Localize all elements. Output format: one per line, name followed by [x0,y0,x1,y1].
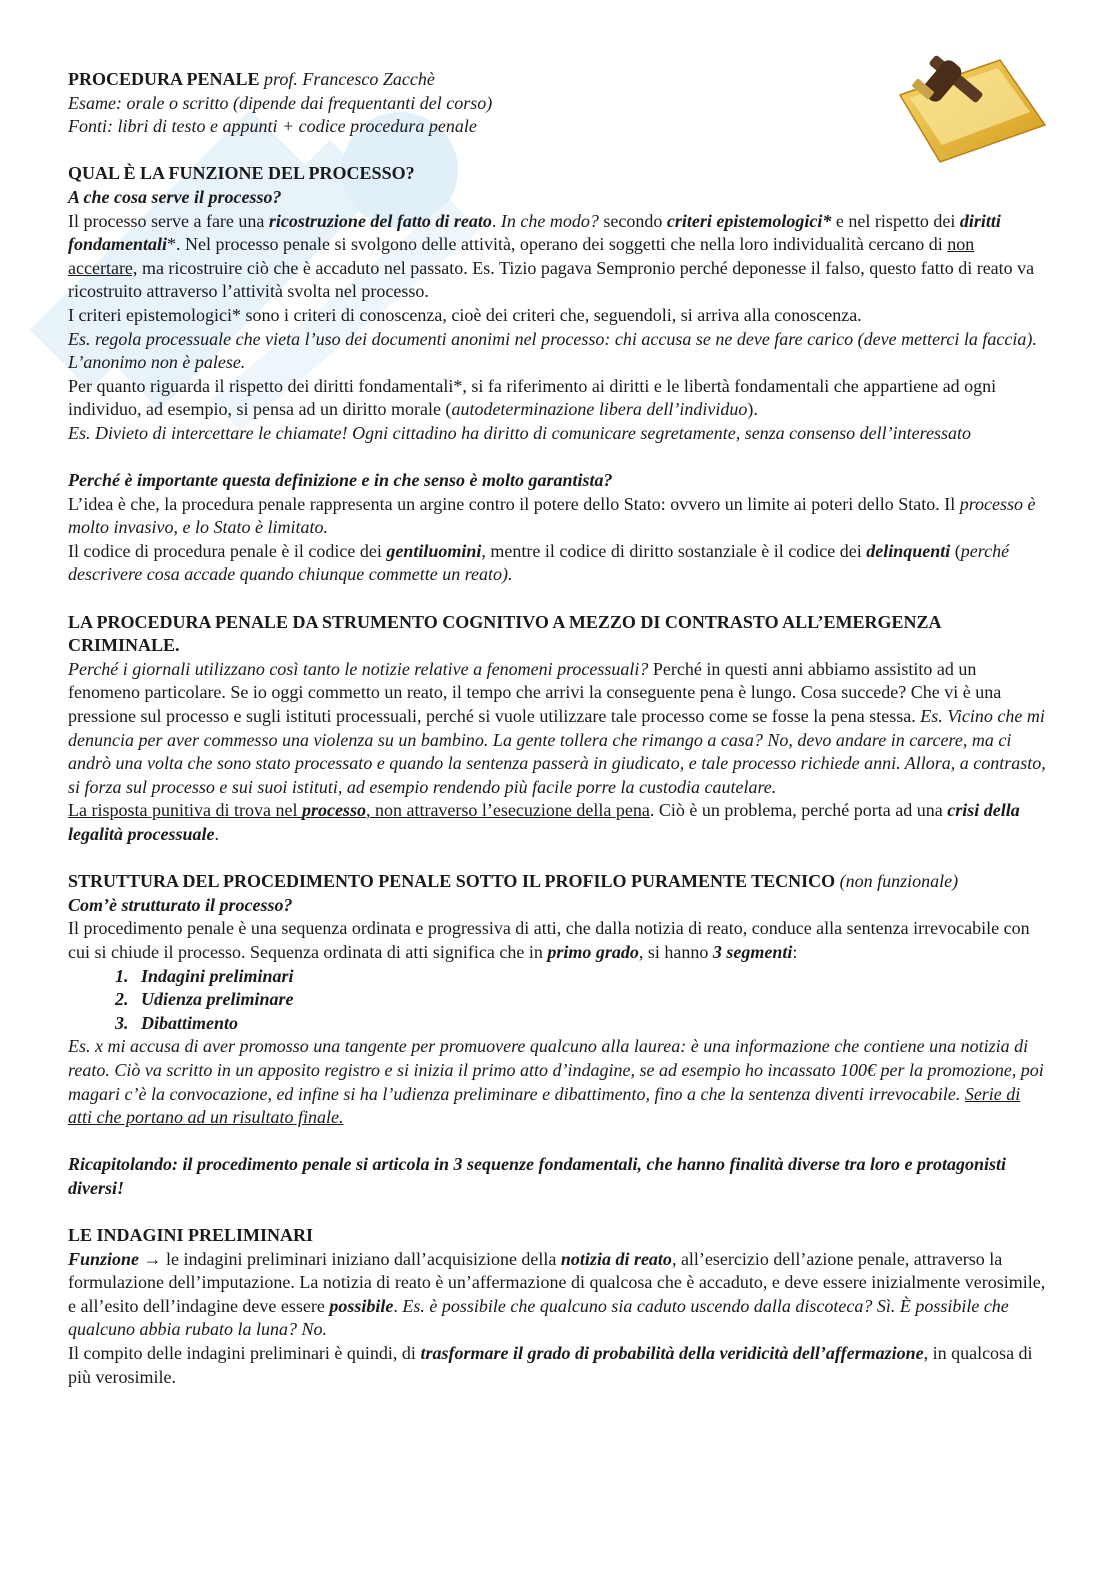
underlined-text: non accertare, [68,234,975,278]
text: secondo [598,210,667,231]
text: Il codice di procedura penale è il codice dei [68,540,387,561]
paragraph [68,1342,1048,1389]
section-heading-function: QUAL È LA FUNZIONE DEL PROCESSO? [68,163,415,184]
text: L’idea è che, la procedura penale rappresenta un argine contro il potere dello Stato: ovvero un limite ai poteri dello Stato. Il [68,493,960,514]
paragraph [68,493,1048,540]
underlined-text: La risposta punitiva di trova nel [68,800,302,821]
text: ( [950,540,961,561]
emphasis: gentiluomini [386,540,482,561]
paragraph: I criteri epistemologici* sono i criteri di conoscenza, cioè dei criteri che, seguendoli, si arriva alla conoscenza. [68,304,862,325]
text: Per quanto riguarda il rispetto dei diritti fondamentali*, si fa riferimento ai diritti e le libertà fondamentali che appartiene ad ogni individuo, ad esempio, si pensa ad un diritto morale ( [68,375,997,420]
heading-note: (non funzionale) [839,871,959,892]
text: . Ciò è un problema, perché porta ad una [649,800,948,821]
text: . [491,210,501,231]
text: Il procedimento penale è una sequenza ordinata e progressiva di atti, che dalla notizia di reato, conduce alla sentenza irrevocabile con cui si chiude il processo. Sequenza ordinata di atti significa che in [68,918,1030,962]
text: Il compito delle indagini preliminari è quindi, di [68,1343,421,1364]
text: ). [747,399,758,420]
underlined-text: Serie di atti che portano ad un risultato finale. [68,1083,1021,1128]
emphasis: ricostruzione del fatto di reato [268,210,492,231]
gavel-folder-icon [880,40,1050,165]
underlined-text: , non attraverso l’esecuzione della pena [365,800,650,821]
text: le indagini preliminari iniziano dall’acquisizione della [166,1248,561,1269]
example-paragraph: Es. regola processuale che vieta l’uso dei documenti anonimi nel processo: chi accusa se ne deve fare carico (deve metterci la faccia). L’anonimo non è palese. [68,328,1037,373]
paragraph [68,917,1048,964]
emphasis: autodeterminazione libera dell’individuo [451,399,748,420]
text: . [214,824,219,844]
emphasis: perché descrivere cosa accade quando chiunque commette un reato). [68,540,1010,585]
emphasis: crisi della legalità processuale [68,800,1020,844]
text: ma ricostruire ciò che è accaduto nel passato. Es. Tizio pagava Sempronio perché deponesse il falso, questo fatto di reato va ricostruito attraverso l’attività svolta nel processo. [68,257,1035,302]
professor-name: prof. Francesco Zacchè [264,69,435,89]
emphasis: Es. è possibile che qualcuno sia caduto uscendo dalla discoteca? Sì. È possibile che qualcuno abbia rubato la luna? No. [68,1295,1009,1340]
emphasis: trasformare il grado di probabilità della veridicità dell’affermazione [420,1343,924,1364]
section-heading-investigations: LE INDAGINI PRELIMINARI [68,1225,314,1246]
emphasis: primo grado [547,941,639,962]
section-question: A che cosa serve il processo? [68,186,282,207]
paragraph [68,540,1048,587]
paragraph [68,658,1048,800]
heading-text: STRUTTURA DEL PROCEDIMENTO PENALE SOTTO IL PROFILO PURAMENTE TECNICO [68,871,836,892]
segments-list [68,965,1048,1036]
list-item: 3. Dibattimento [133,1012,1048,1036]
text: Il processo serve a fare una [68,210,269,231]
emphasis: criteri epistemologici* [666,210,832,231]
exam-info: Esame: orale o scritto (dipende dai frequentanti del corso) [68,92,493,113]
emphasis: processo [301,800,366,821]
section-question: Perché è importante questa definizione e in che senso è molto garantista? [68,470,613,491]
paragraph [68,375,1048,422]
course-title: PROCEDURA PENALE [68,69,260,89]
section-heading-instrument: LA PROCEDURA PENALE DA STRUMENTO COGNITIVO A MEZZO DI CONTRASTO ALL’EMERGENZA CRIMINALE. [68,611,941,656]
emphasis: possibile [329,1295,394,1316]
text: Es. x mi accusa di aver promosso una tangente per promuovere qualcuno alla laurea: è una informazione che contiene una notizia di reato. Ciò va scritto in un apposito registro e si inizia il primo atto d’indagine, se ad esempio ho incassato 100€ per la promozione, poi magari c’è la convocazione, ed infine si ha l’udienza preliminare e dibattimento, fino a che la sentenza diventi irrevocabile. [68,1036,1044,1104]
text: . [393,1295,403,1316]
emphasis: notizia di reato [560,1248,672,1269]
example-paragraph: Es. Divieto di intercettare le chiamate! Ogni cittadino ha diritto di comunicare segretamente, senza consenso dell’interessato [68,422,971,443]
emphasis: Es. Vicino che mi denuncia per aver commesso una violenza su un bambino. La gente tollera che rimango a casa? No, devo andare in carcere, ma ci andrò una volta che sono stato processato e quando la sentenza passerà in giudicato, e tale processo richiede anni. Allora, a contrasto, si forza sul processo e sui suoi istituti, ad esempio rendendo più facile porre la custodia cautelare. [68,706,1046,797]
emphasis: 3 segmenti [712,941,793,962]
section-heading-structure [68,870,1048,894]
emphasis: delinquenti [866,540,951,561]
emphasis: In che modo? [500,210,599,231]
text: Perché in questi anni abbiamo assistito ad un fenomeno particolare. Se io oggi commetto un reato, il tempo che arrivi la conseguente pena è lungo. Cosa succede? Che vi è una pressione sul processo e sugli istituti processuali, perché si vuole utilizzare tale processo come se fosse la pena stessa. [68,658,1002,727]
paragraph [68,799,1048,846]
list-item: 2. Udienza preliminare [133,988,1048,1012]
arrow-icon: → [139,1248,167,1269]
text: e nel rispetto dei [831,210,960,231]
text: : [792,941,798,962]
emphasis: processo è molto invasivo, e lo Stato è limitato. [68,493,1036,538]
section-question: Com’è strutturato il processo? [68,894,293,915]
sources-info: Fonti: libri di testo e appunti + codice procedura penale [68,116,477,137]
emphasis: Perché i giornali utilizzano così tanto le notizie relative a fenomeni processuali? [68,658,649,679]
example-paragraph [68,1035,1048,1129]
emphasis: Funzione [68,1248,140,1269]
emphasis: diritti fondamentali [68,210,1001,255]
document-page [68,68,1048,1389]
text: , in qualcosa di più verosimile. [68,1343,1033,1387]
text: , mentre il codice di diritto sostanziale è il codice dei [481,540,867,561]
text: *. Nel processo penale si svolgono delle attività, operano dei soggetti che nella loro individualità cercano di [167,234,948,255]
text: , si hanno [638,941,713,962]
paragraph [68,210,1048,304]
paragraph [68,1248,1048,1342]
list-item: 1. Indagini preliminari [133,965,1048,989]
text: , all’esercizio dell’azione penale, attraverso la formulazione dell’imputazione. La notizia di reato è un’affermazione di qualcosa che è accaduto, e deve essere inizialmente verosimile, e all’esito dell’indagine deve essere [68,1248,1046,1316]
summary-paragraph: Ricapitolando: il procedimento penale si articola in 3 sequenze fondamentali, che hanno finalità diverse tra loro e protagonisti diversi! [68,1154,1007,1198]
